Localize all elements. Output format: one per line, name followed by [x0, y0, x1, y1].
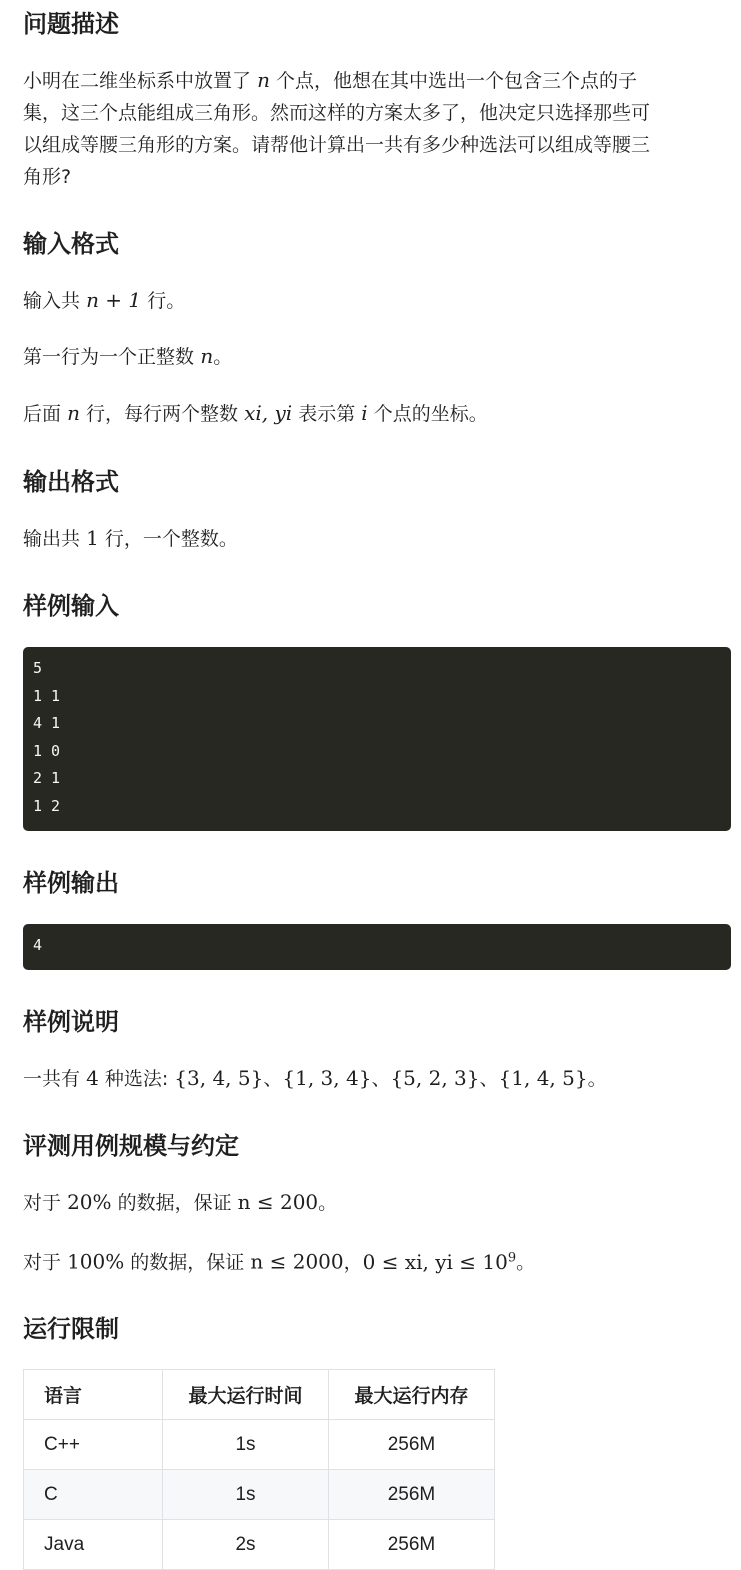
description-line-1: 小明在二维坐标系中放置了 n 个点，他想在其中选出一个包含三个点的子 — [23, 68, 638, 92]
header-language: 语言 — [24, 1370, 163, 1420]
input-format-line-3: 后面 n 行，每行两个整数 xi, yi 表示第 i 个点的坐标。 — [23, 401, 488, 425]
math-n-le-2000: n ≤ 2000 — [250, 1249, 344, 1274]
input-format-line-1: 输入共 n + 1 行。 — [23, 288, 186, 312]
description-paragraph — [23, 64, 731, 193]
header-max-time: 最大运行时间 — [163, 1370, 329, 1420]
math-n: n — [257, 68, 270, 92]
table-row — [24, 1520, 495, 1570]
description-line-4: 角形? — [23, 166, 72, 188]
sample-explanation-line: 一共有 4 种选法: {3, 4, 5}、{1, 3, 4}、{5, 2, 3}、{1, 4, 5}。 — [23, 1066, 607, 1090]
math-xi-yi: xi, yi — [244, 401, 293, 425]
math-n: n — [200, 344, 214, 368]
math-20-percent: 20% — [67, 1190, 112, 1214]
math-coord-range: 0 ≤ xi, yi ≤ $10^9$ — [362, 1249, 517, 1274]
math-1: 1 — [86, 526, 99, 550]
output-format-line: 输出共 1 行，一个整数。 — [23, 526, 238, 550]
input-format-line-2: 第一行为一个正整数 n。 — [23, 344, 233, 368]
section-title-scale: 评测用例规模与约定 — [23, 1132, 239, 1160]
math-100-percent: 100% — [67, 1249, 125, 1274]
table-row — [24, 1420, 495, 1470]
limits-table — [23, 1369, 495, 1570]
description-line-3: 以组成等腰三角形的方案。请帮他计算出一共有多少种选法可以组成等腰三 — [23, 134, 651, 156]
header-max-memory: 最大运行内存 — [329, 1370, 495, 1420]
section-title-input-format: 输入格式 — [23, 230, 119, 258]
table-header-row — [24, 1370, 495, 1420]
math-set-4: {1, 4, 5} — [498, 1066, 588, 1090]
section-title-description: 问题描述 — [23, 10, 119, 38]
sample-output-code-block[interactable]: 4 — [23, 924, 731, 970]
table-row — [24, 1470, 495, 1520]
math-set-3: {5, 2, 3} — [390, 1066, 480, 1090]
cell-memory: 256M — [329, 1470, 495, 1520]
sample-input-code-block[interactable]: 5 1 1 4 1 1 0 2 1 1 2 — [23, 647, 731, 831]
math-i: i — [361, 401, 368, 425]
math-n-plus-1: n + 1 — [86, 288, 142, 312]
section-title-limits: 运行限制 — [23, 1315, 119, 1343]
section-title-sample-input: 样例输入 — [23, 592, 119, 620]
cell-language: Java — [24, 1520, 163, 1570]
description-line-2: 集，这三个点能组成三角形。然而这样的方案太多了，他决定只选择那些可 — [23, 102, 651, 124]
cell-language: C++ — [24, 1420, 163, 1470]
cell-language: C — [24, 1470, 163, 1520]
math-set-1: {3, 4, 5} — [174, 1066, 264, 1090]
cell-time: 1s — [163, 1420, 329, 1470]
scale-line-2: 对于 100% 的数据，保证 n ≤ 2000，0 ≤ xi, yi ≤ $10^9$。 — [23, 1249, 536, 1274]
math-n-le-200: n ≤ 200 — [237, 1190, 319, 1214]
section-title-sample-explanation: 样例说明 — [23, 1008, 119, 1036]
math-count: 4 — [86, 1066, 99, 1090]
math-set-2: {1, 3, 4} — [282, 1066, 372, 1090]
scale-line-1: 对于 20% 的数据，保证 n ≤ 200。 — [23, 1190, 338, 1214]
section-title-sample-output: 样例输出 — [23, 869, 119, 897]
cell-time: 1s — [163, 1470, 329, 1520]
cell-memory: 256M — [329, 1520, 495, 1570]
cell-memory: 256M — [329, 1420, 495, 1470]
section-title-output-format: 输出格式 — [23, 468, 119, 496]
cell-time: 2s — [163, 1520, 329, 1570]
math-n: n — [67, 401, 80, 425]
